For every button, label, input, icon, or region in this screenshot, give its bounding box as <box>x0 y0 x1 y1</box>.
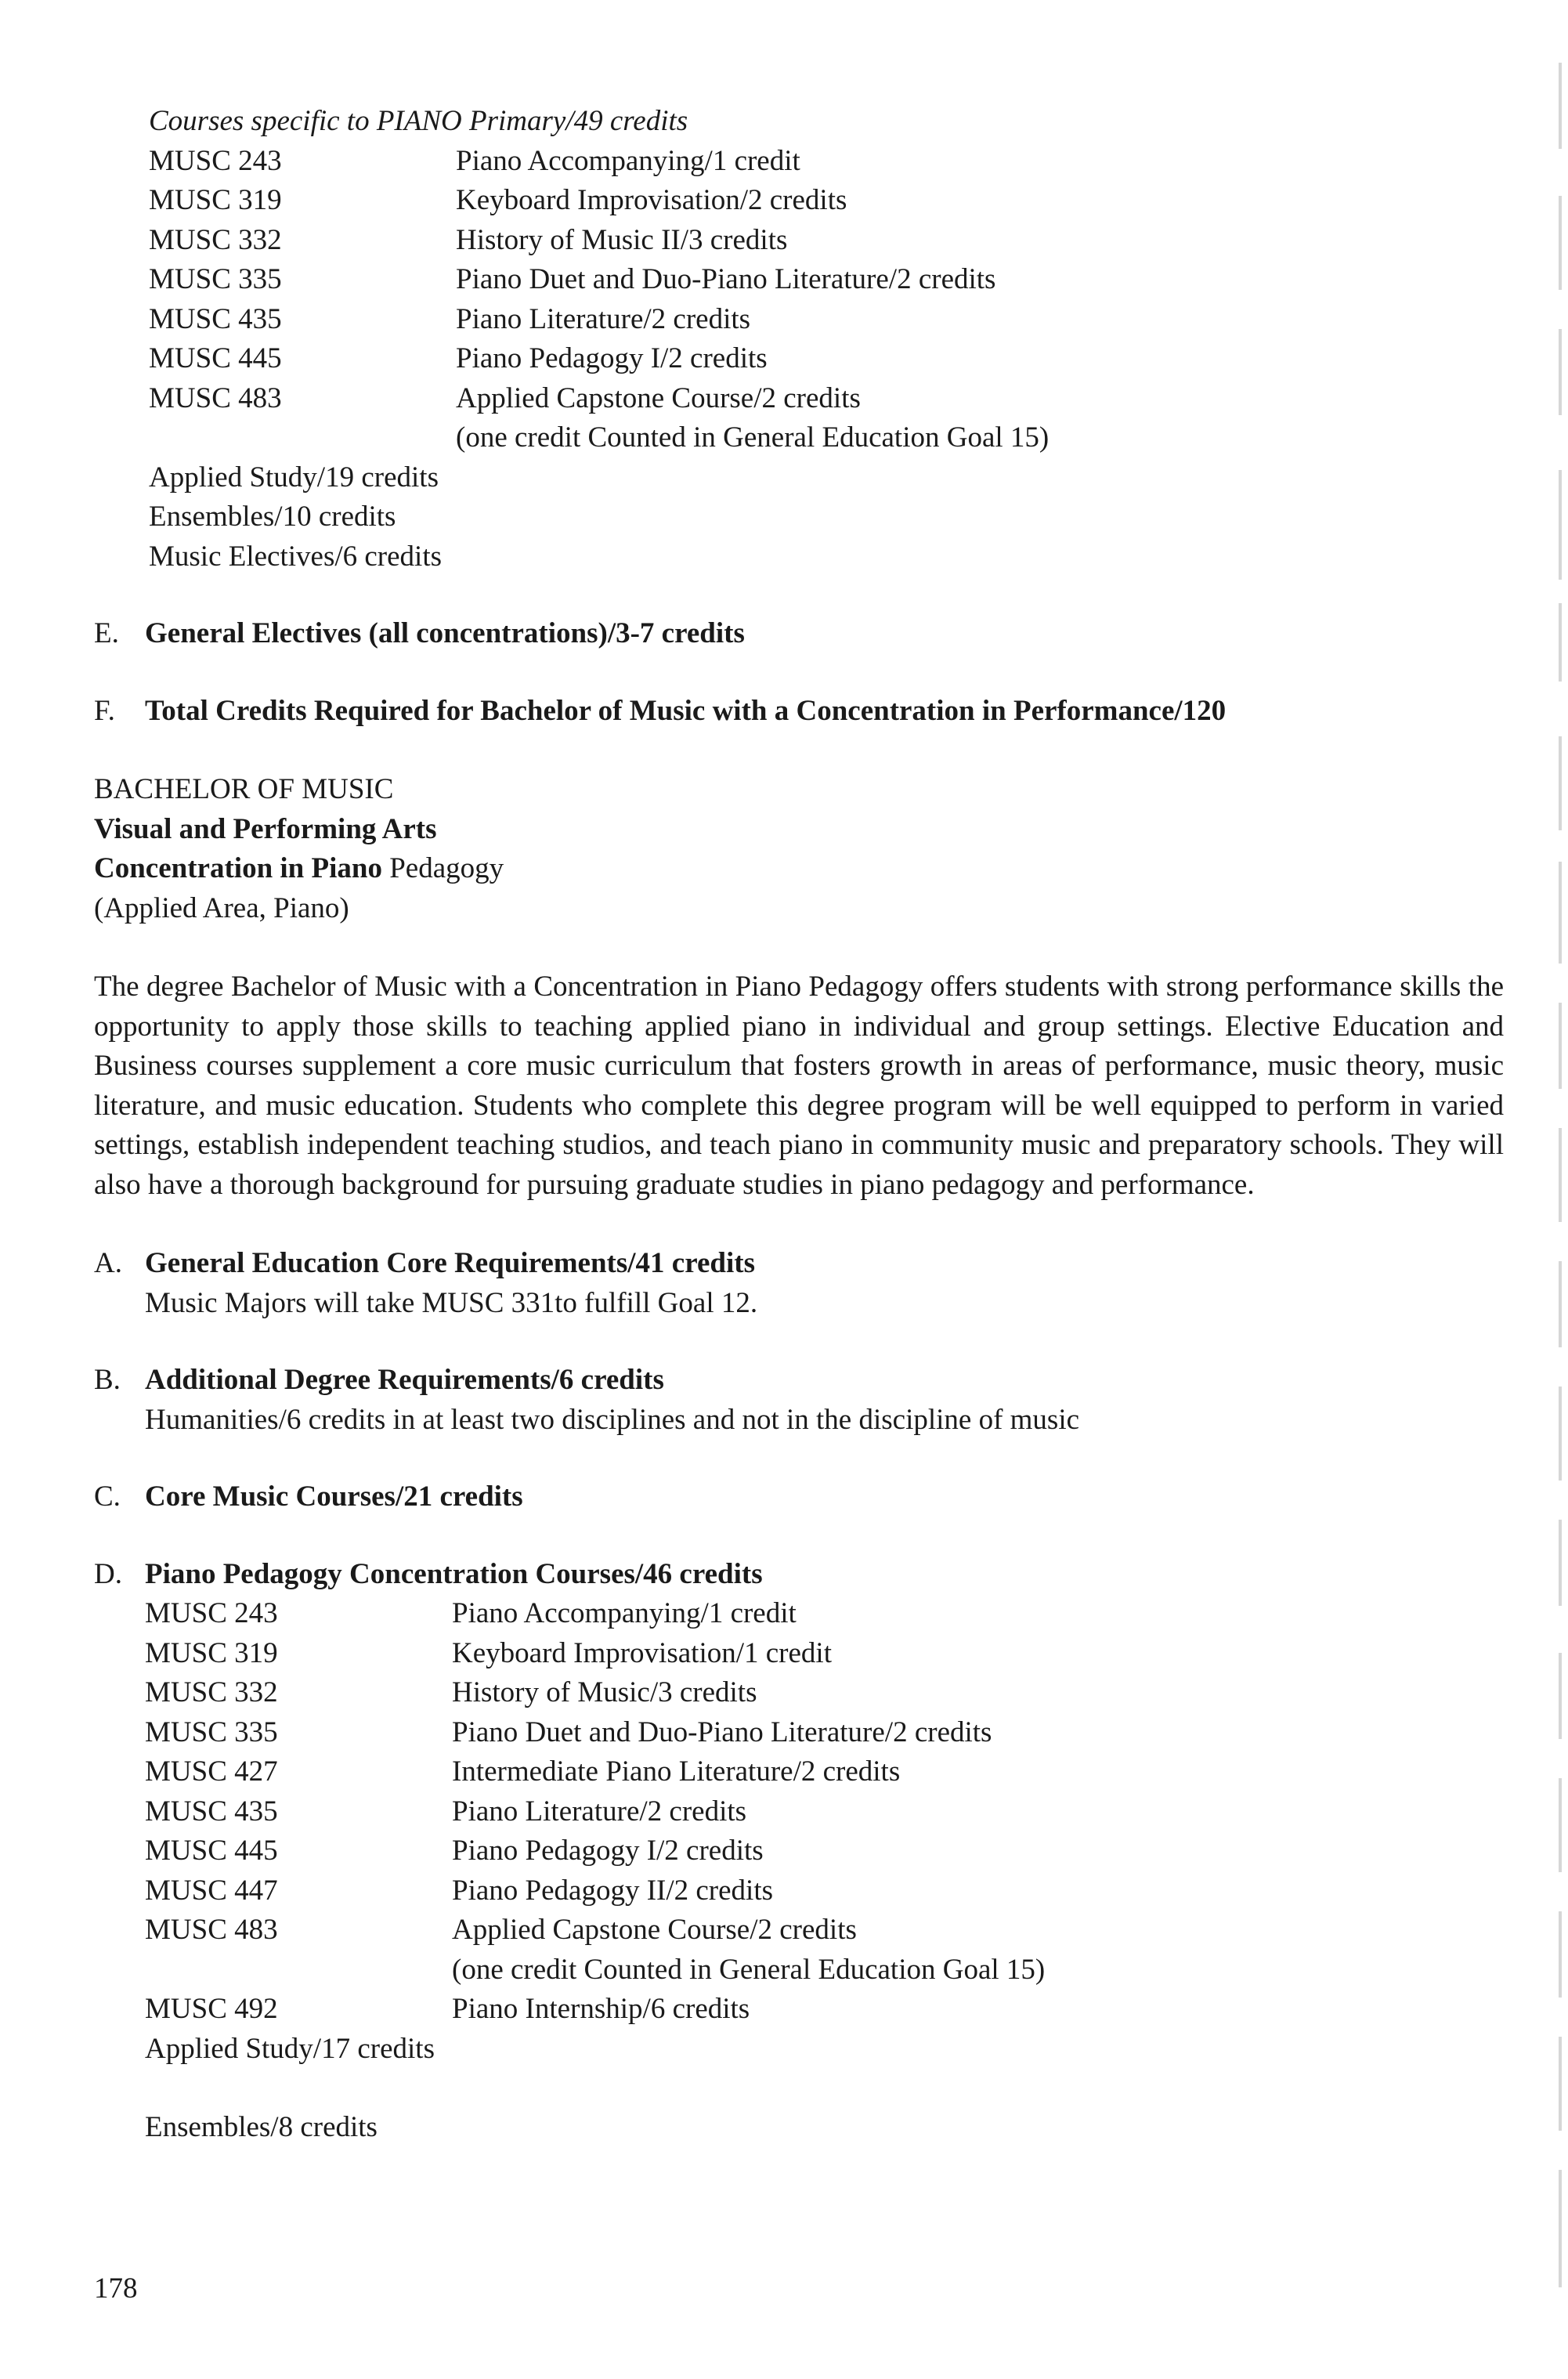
course-row <box>145 1594 1519 1634</box>
scan-edge-mark <box>1559 2037 1562 2131</box>
section-heading: Core Music Courses/21 credits <box>145 1481 523 1513</box>
course-title: Piano Internship/6 credits <box>452 1993 750 2025</box>
spacer <box>94 731 1519 770</box>
ensembles: Ensembles/10 credits <box>149 501 396 533</box>
scan-edge-mark <box>1559 1911 1562 1998</box>
scan-edge-mark <box>1559 1128 1562 1222</box>
course-code: MUSC 319 <box>149 184 282 216</box>
course-title: Piano Pedagogy I/2 credits <box>456 342 768 374</box>
course-code: MUSC 427 <box>145 1755 278 1788</box>
section-b <box>94 1361 1519 1440</box>
course-code-spacer <box>149 418 456 458</box>
program-header <box>94 770 1519 928</box>
course-code: MUSC 492 <box>145 1993 278 2025</box>
course-code: MUSC 483 <box>145 1914 278 1946</box>
spacer <box>94 1440 1519 1477</box>
scan-edge-mark <box>1559 2170 1562 2287</box>
page-number: 178 <box>94 2272 138 2305</box>
section-c <box>94 1477 1519 1517</box>
course-note-row <box>145 1951 1519 1990</box>
section-a <box>94 1244 1519 1323</box>
course-row <box>149 181 1519 221</box>
program-area: (Applied Area, Piano) <box>94 891 349 924</box>
spacer <box>94 1323 1519 1361</box>
course-row <box>149 142 1519 182</box>
course-title: Piano Literature/2 credits <box>452 1795 747 1828</box>
course-title: Applied Capstone Course/2 credits <box>452 1914 857 1946</box>
course-title: History of Music/3 credits <box>452 1676 757 1708</box>
music-electives: Music Electives/6 credits <box>149 540 443 573</box>
course-title: Applied Capstone Course/2 credits <box>456 381 861 414</box>
course-title: Intermediate Piano Literature/2 credits <box>452 1755 901 1788</box>
program-description: The degree Bachelor of Music with a Concentration in Piano Pedagogy offers students with strong performance skills the opportunity to apply those skills to teaching applied piano in individual and group settings. Elective Education and Business courses supplement a core music curriculum that fosters growth in areas of performance, music theory, music literature, and music education. Students who complete this degree program will be well equipped to perform in varied settings, establish independent teaching studios, and teach piano in community music and preparatory schools. They will also have a thorough background for pursuing graduate studies in piano pedagogy and performance. <box>94 971 1504 1201</box>
course-row <box>149 260 1519 300</box>
section-letter: D. <box>94 1557 122 1590</box>
capstone-note: (one credit Counted in General Education Goal 15) <box>452 1953 1046 1986</box>
course-row <box>145 1713 1519 1753</box>
scan-edge-mark <box>1559 1003 1562 1089</box>
course-row <box>149 379 1519 419</box>
course-row <box>145 1673 1519 1713</box>
course-row <box>145 1871 1519 1911</box>
concentration-prefix: Concentration in Piano <box>94 852 382 884</box>
scan-edge-mark <box>1559 1261 1562 1347</box>
course-code: MUSC 445 <box>145 1835 278 1867</box>
spacer <box>94 1517 1519 1555</box>
section-f <box>94 692 1519 732</box>
spacer <box>145 2069 1519 2108</box>
scan-edge-mark <box>1559 1653 1562 1739</box>
section-letter: E. <box>94 617 119 649</box>
course-row <box>145 1792 1519 1832</box>
section-heading: General Education Core Requirements/41 credits <box>145 1247 755 1279</box>
section-letter: B. <box>94 1364 121 1396</box>
scan-edge-mark <box>1559 470 1562 580</box>
section-heading: Total Credits Required for Bachelor of Music with a Concentration in Performance/120 <box>145 694 1227 727</box>
pedagogy-course-list <box>145 1594 1519 2148</box>
piano-primary-heading: Courses specific to PIANO Primary/49 credits <box>149 105 688 137</box>
course-code: MUSC 243 <box>145 1597 278 1629</box>
section-note: Music Majors will take MUSC 331to fulfill Goal 12. <box>145 1286 758 1319</box>
course-code: MUSC 335 <box>149 263 282 295</box>
document-body <box>94 102 1519 2148</box>
applied-study: Applied Study/17 credits <box>145 2032 435 2065</box>
scan-edge-mark <box>1559 862 1562 964</box>
section-e <box>94 614 1519 654</box>
course-row <box>145 1831 1519 1871</box>
course-row <box>149 300 1519 340</box>
scan-edge-mark <box>1559 1387 1562 1481</box>
section-note: Humanities/6 credits in at least two disciplines and not in the discipline of music <box>145 1403 1080 1436</box>
section-letter: C. <box>94 1481 121 1513</box>
spacer <box>94 654 1519 692</box>
course-title: Piano Duet and Duo-Piano Literature/2 credits <box>452 1716 992 1748</box>
scan-edge-mark <box>1559 1778 1562 1872</box>
course-title: Piano Accompanying/1 credit <box>456 144 800 177</box>
course-title: Keyboard Improvisation/1 credit <box>452 1636 832 1669</box>
course-row <box>149 339 1519 379</box>
course-title: History of Music II/3 credits <box>456 223 788 256</box>
piano-primary-section <box>149 102 1519 577</box>
spacer <box>94 1205 1519 1244</box>
section-letter: F. <box>94 694 115 727</box>
scan-edge-mark <box>1559 736 1562 830</box>
scan-edge-mark <box>1559 1520 1562 1606</box>
scan-edge-mark <box>1559 196 1562 290</box>
section-d <box>94 1555 1519 2148</box>
program-department: Visual and Performing Arts <box>94 812 437 845</box>
course-row <box>145 1990 1519 2030</box>
scan-edge-mark <box>1559 603 1562 682</box>
course-row <box>145 1911 1519 1951</box>
course-title: Piano Accompanying/1 credit <box>452 1597 797 1629</box>
course-code: MUSC 243 <box>149 144 282 177</box>
course-title: Piano Pedagogy I/2 credits <box>452 1835 764 1867</box>
course-row <box>145 1634 1519 1674</box>
course-title: Piano Duet and Duo-Piano Literature/2 credits <box>456 263 996 295</box>
concentration-suffix: Pedagogy <box>389 852 504 884</box>
course-code-spacer <box>145 1951 452 1990</box>
course-title: Piano Literature/2 credits <box>456 302 751 335</box>
course-code: MUSC 332 <box>145 1676 278 1708</box>
section-heading: Additional Degree Requirements/6 credits <box>145 1364 664 1396</box>
ensembles: Ensembles/8 credits <box>145 2111 378 2143</box>
program-title: BACHELOR OF MUSIC <box>94 773 394 805</box>
course-code: MUSC 332 <box>149 223 282 256</box>
scan-edge-mark <box>1559 63 1562 149</box>
section-heading: General Electives (all concentrations)/3-7 credits <box>145 617 745 649</box>
course-row <box>149 221 1519 261</box>
course-title: Piano Pedagogy II/2 credits <box>452 1874 773 1907</box>
program-concentration <box>94 849 1519 889</box>
course-code: MUSC 319 <box>145 1636 278 1669</box>
spacer <box>94 577 1519 614</box>
section-letter: A. <box>94 1247 122 1279</box>
course-title: Keyboard Improvisation/2 credits <box>456 184 847 216</box>
course-code: MUSC 435 <box>145 1795 278 1828</box>
course-code: MUSC 445 <box>149 342 282 374</box>
spacer <box>94 928 1519 967</box>
course-code: MUSC 435 <box>149 302 282 335</box>
course-code: MUSC 447 <box>145 1874 278 1907</box>
section-heading: Piano Pedagogy Concentration Courses/46 credits <box>145 1557 763 1590</box>
course-code: MUSC 483 <box>149 381 282 414</box>
scan-edge-mark <box>1559 329 1562 415</box>
applied-study: Applied Study/19 credits <box>149 461 439 494</box>
course-code: MUSC 335 <box>145 1716 278 1748</box>
course-row <box>145 1752 1519 1792</box>
course-note-row <box>149 418 1519 458</box>
capstone-note: (one credit Counted in General Education Goal 15) <box>456 421 1050 454</box>
